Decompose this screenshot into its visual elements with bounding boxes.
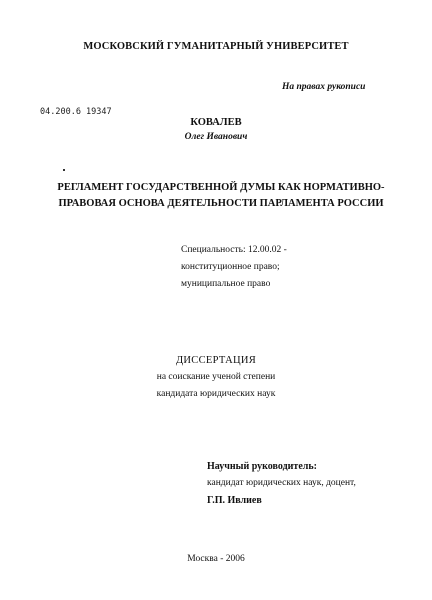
title-line-1: РЕГЛАМЕНТ ГОСУДАРСТВЕННОЙ ДУМЫ КАК НОРМАТИВНО-	[57, 182, 385, 193]
specialty-block	[181, 242, 287, 293]
city-year: Москва - 2006	[187, 554, 245, 564]
title-line-2: ПРАВОВАЯ ОСНОВА ДЕЯТЕЛЬНОСТИ ПАРЛАМЕНТА РОССИИ	[58, 198, 384, 209]
university-name: МОСКОВСКИЙ ГУМАНИТАРНЫЙ УНИВЕРСИТЕТ	[83, 41, 349, 52]
supervisor-title: кандидат юридических наук, доцент,	[207, 478, 356, 488]
dissertation-title	[56, 180, 386, 212]
scan-speck	[63, 169, 65, 171]
specialty-line-1: Специальность: 12.00.02 -	[181, 245, 287, 255]
supervisor-name: Г.П. Ивлиев	[207, 495, 262, 506]
author-last-name: КОВАЛЕВ	[190, 117, 242, 128]
specialty-line-3: муниципальное право	[181, 279, 271, 289]
supervisor-label: Научный руководитель:	[207, 461, 317, 472]
thesis-type: ДИССЕРТАЦИЯ	[175, 355, 257, 366]
author-first-middle-name: Олег Иванович	[184, 132, 248, 142]
specialty-line-2: конституционное право;	[181, 262, 280, 272]
library-stamp: 04.200.6 19347	[40, 107, 112, 117]
thesis-degree-line-2: кандидата юридических наук	[156, 389, 276, 399]
rights-note: На правах рукописи	[282, 82, 366, 92]
thesis-degree	[0, 369, 432, 403]
thesis-degree-line-1: на соискание ученой степени	[156, 372, 276, 382]
